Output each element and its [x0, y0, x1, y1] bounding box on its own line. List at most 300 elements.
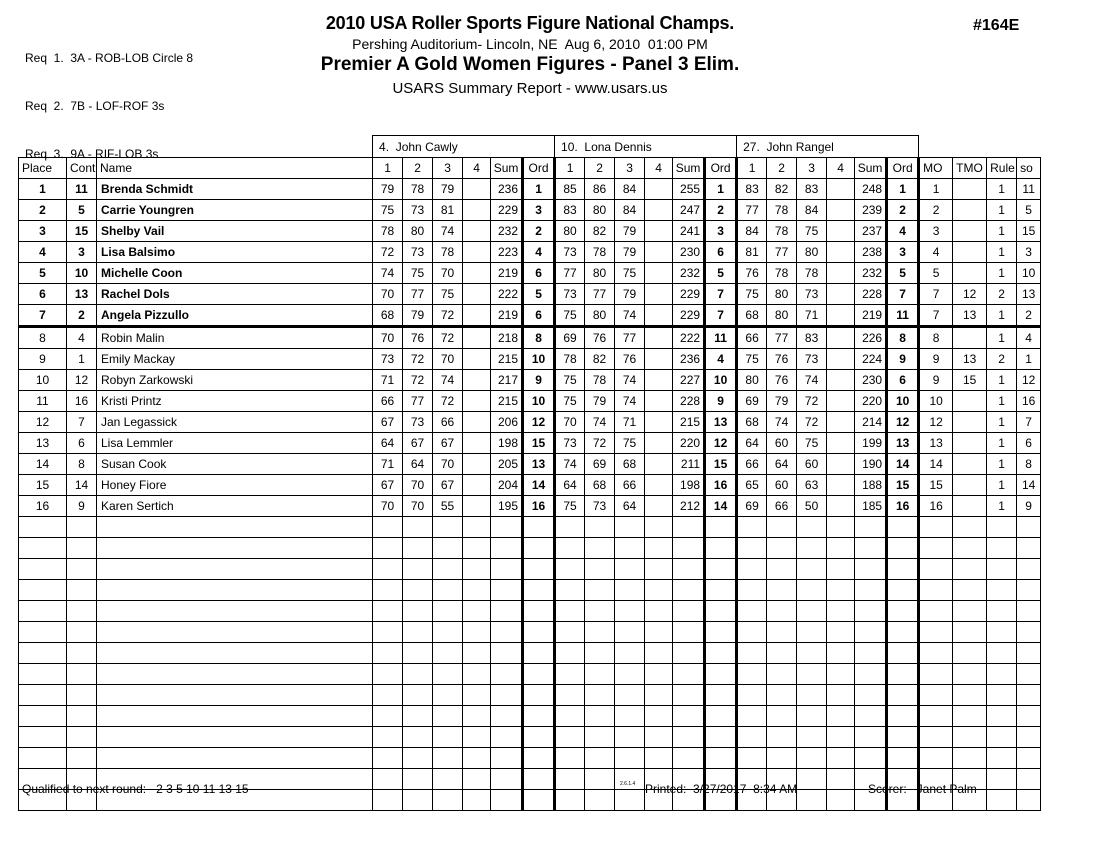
empty-cell [737, 601, 767, 622]
mo-cell: 10 [919, 391, 953, 412]
skater-name-cell: Lisa Lemmler [97, 433, 373, 454]
empty-cell [433, 601, 463, 622]
rule-cell: 1 [987, 412, 1017, 433]
empty-cell [827, 706, 855, 727]
sum-cell: 239 [855, 200, 887, 221]
score-cell [645, 263, 673, 284]
empty-cell [827, 559, 855, 580]
empty-cell [887, 706, 919, 727]
score-cell [827, 221, 855, 242]
score-cell [463, 179, 491, 200]
score-cell: 76 [737, 263, 767, 284]
empty-cell [953, 706, 987, 727]
empty-cell [855, 538, 887, 559]
place-cell: 12 [19, 412, 67, 433]
empty-cell [827, 664, 855, 685]
empty-cell [987, 769, 1017, 790]
sum-cell: 224 [855, 349, 887, 370]
ordinal-cell: 12 [705, 433, 737, 454]
empty-cell [97, 538, 373, 559]
ordinal-cell: 16 [705, 475, 737, 496]
empty-cell [491, 643, 523, 664]
empty-cell [491, 748, 523, 769]
sum-cell: 206 [491, 412, 523, 433]
empty-cell [705, 559, 737, 580]
score-cell: 75 [615, 433, 645, 454]
empty-cell [1017, 622, 1041, 643]
empty-cell [523, 517, 555, 538]
col-header-score: 4 [827, 158, 855, 179]
sum-cell: 223 [491, 242, 523, 263]
score-cell: 68 [737, 305, 767, 327]
empty-cell [827, 748, 855, 769]
mo-cell: 9 [919, 349, 953, 370]
tmo-cell [953, 263, 987, 284]
qualified-note: Qualified to next round: 2 3 5 10 11 13 15 [22, 782, 249, 796]
score-cell: 72 [433, 327, 463, 349]
empty-cell [767, 538, 797, 559]
empty-cell [645, 517, 673, 538]
ordinal-cell: 2 [523, 221, 555, 242]
empty-cell [987, 643, 1017, 664]
score-cell: 86 [585, 179, 615, 200]
empty-cell [19, 622, 67, 643]
ordinal-cell: 8 [887, 327, 919, 349]
score-cell: 72 [585, 433, 615, 454]
empty-cell [585, 622, 615, 643]
score-cell: 79 [433, 179, 463, 200]
ordinal-cell: 15 [705, 454, 737, 475]
so-cell: 8 [1017, 454, 1041, 475]
score-cell: 70 [433, 349, 463, 370]
empty-cell [1017, 601, 1041, 622]
score-cell: 66 [767, 496, 797, 517]
score-cell [645, 200, 673, 221]
venue-datetime: Pershing Auditorium- Lincoln, NE Aug 6, 2010 01:00 PM [352, 36, 708, 52]
score-cell: 80 [585, 200, 615, 221]
score-cell: 75 [797, 433, 827, 454]
empty-cell [555, 727, 585, 748]
empty-cell [737, 685, 767, 706]
empty-cell [987, 622, 1017, 643]
score-cell: 68 [585, 475, 615, 496]
so-cell: 7 [1017, 412, 1041, 433]
empty-cell [705, 517, 737, 538]
ordinal-cell: 6 [523, 263, 555, 284]
score-cell: 73 [555, 433, 585, 454]
empty-cell [827, 727, 855, 748]
empty-cell [67, 685, 97, 706]
empty-cell [373, 580, 403, 601]
ordinal-cell: 15 [887, 475, 919, 496]
ordinal-cell: 3 [887, 242, 919, 263]
rule-cell: 1 [987, 496, 1017, 517]
score-cell: 76 [615, 349, 645, 370]
score-cell: 74 [615, 370, 645, 391]
empty-cell [953, 643, 987, 664]
contestant-number-cell: 11 [67, 179, 97, 200]
empty-cell [433, 559, 463, 580]
sum-cell: 198 [673, 475, 705, 496]
skater-name-cell: Honey Fiore [97, 475, 373, 496]
score-cell: 70 [373, 496, 403, 517]
so-cell: 1 [1017, 349, 1041, 370]
score-cell: 74 [767, 412, 797, 433]
empty-cell [705, 622, 737, 643]
score-cell [645, 305, 673, 327]
sum-cell: 232 [673, 263, 705, 284]
skater-name-cell: Michelle Coon [97, 263, 373, 284]
result-row [19, 327, 1041, 349]
sum-cell: 230 [855, 370, 887, 391]
sum-cell: 232 [491, 221, 523, 242]
score-cell: 75 [555, 305, 585, 327]
ordinal-cell: 9 [523, 370, 555, 391]
result-row [19, 412, 1041, 433]
empty-cell [827, 580, 855, 601]
empty-cell [97, 685, 373, 706]
place-cell: 6 [19, 284, 67, 305]
ordinal-cell: 7 [887, 284, 919, 305]
sum-cell: 227 [673, 370, 705, 391]
place-cell: 10 [19, 370, 67, 391]
empty-cell [523, 790, 555, 811]
ordinal-cell: 7 [705, 284, 737, 305]
empty-cell [645, 580, 673, 601]
empty-cell [887, 538, 919, 559]
empty-cell [737, 643, 767, 664]
col-header-score: 1 [555, 158, 585, 179]
ordinal-cell: 5 [523, 284, 555, 305]
score-cell [827, 263, 855, 284]
result-row [19, 221, 1041, 242]
empty-cell [67, 748, 97, 769]
sum-cell: 230 [673, 242, 705, 263]
score-cell: 72 [433, 305, 463, 327]
empty-cell [1017, 790, 1041, 811]
judge-name-header: 4. John Cawly [373, 136, 555, 158]
sum-cell: 214 [855, 412, 887, 433]
score-cell: 74 [615, 305, 645, 327]
col-header-score: 2 [585, 158, 615, 179]
score-cell [463, 200, 491, 221]
skater-name-cell: Angela Pizzullo [97, 305, 373, 327]
empty-cell [373, 706, 403, 727]
score-cell: 69 [585, 454, 615, 475]
empty-row [19, 517, 1041, 538]
score-cell: 75 [555, 391, 585, 412]
sum-cell: 247 [673, 200, 705, 221]
score-cell: 78 [403, 179, 433, 200]
score-cell: 80 [767, 305, 797, 327]
score-cell [463, 433, 491, 454]
empty-cell [855, 601, 887, 622]
empty-cell [615, 727, 645, 748]
empty-cell [463, 706, 491, 727]
score-cell: 70 [403, 496, 433, 517]
score-cell: 70 [555, 412, 585, 433]
score-cell [827, 475, 855, 496]
empty-cell [855, 706, 887, 727]
tmo-cell [953, 221, 987, 242]
result-row [19, 263, 1041, 284]
skater-name-cell: Kristi Printz [97, 391, 373, 412]
empty-cell [19, 685, 67, 706]
score-cell: 74 [373, 263, 403, 284]
ordinal-cell: 15 [523, 433, 555, 454]
empty-cell [97, 664, 373, 685]
score-cell: 73 [403, 200, 433, 221]
score-cell: 79 [403, 305, 433, 327]
empty-cell [615, 538, 645, 559]
empty-row [19, 706, 1041, 727]
empty-cell [887, 622, 919, 643]
empty-cell [673, 706, 705, 727]
empty-cell [403, 748, 433, 769]
empty-cell [491, 517, 523, 538]
score-cell: 78 [797, 263, 827, 284]
skater-name-cell: Emily Mackay [97, 349, 373, 370]
result-row [19, 391, 1041, 412]
score-cell: 78 [767, 200, 797, 221]
empty-cell [1017, 517, 1041, 538]
empty-row [19, 559, 1041, 580]
empty-cell [463, 790, 491, 811]
tmo-cell: 13 [953, 305, 987, 327]
result-row [19, 433, 1041, 454]
result-row [19, 370, 1041, 391]
empty-cell [987, 517, 1017, 538]
empty-cell [797, 748, 827, 769]
results-table [18, 135, 1041, 811]
empty-cell [953, 622, 987, 643]
empty-cell [797, 517, 827, 538]
rule-cell: 1 [987, 370, 1017, 391]
score-cell: 70 [373, 327, 403, 349]
empty-cell [953, 685, 987, 706]
empty-cell [827, 538, 855, 559]
rule-cell: 1 [987, 242, 1017, 263]
empty-cell [433, 580, 463, 601]
empty-cell [673, 622, 705, 643]
score-cell: 82 [585, 349, 615, 370]
tmo-cell: 15 [953, 370, 987, 391]
empty-cell [919, 622, 953, 643]
skater-name-cell: Rachel Dols [97, 284, 373, 305]
score-cell: 78 [433, 242, 463, 263]
empty-cell [615, 790, 645, 811]
sum-cell: 222 [491, 284, 523, 305]
ordinal-cell: 10 [887, 391, 919, 412]
empty-cell [797, 559, 827, 580]
empty-cell [373, 727, 403, 748]
score-cell: 80 [797, 242, 827, 263]
empty-cell [827, 769, 855, 790]
empty-cell [523, 706, 555, 727]
score-cell [645, 179, 673, 200]
empty-cell [403, 727, 433, 748]
score-cell [827, 391, 855, 412]
score-cell: 67 [403, 433, 433, 454]
ordinal-cell: 16 [887, 496, 919, 517]
sum-cell: 238 [855, 242, 887, 263]
empty-cell [887, 664, 919, 685]
place-cell: 8 [19, 327, 67, 349]
score-cell [827, 454, 855, 475]
score-cell: 72 [433, 391, 463, 412]
score-cell: 79 [615, 284, 645, 305]
empty-row [19, 643, 1041, 664]
sum-cell: 215 [673, 412, 705, 433]
score-cell [645, 284, 673, 305]
empty-cell [463, 664, 491, 685]
empty-cell [797, 538, 827, 559]
empty-cell [673, 748, 705, 769]
col-header-score: 2 [767, 158, 797, 179]
score-cell [463, 284, 491, 305]
score-cell: 80 [585, 305, 615, 327]
score-cell: 55 [433, 496, 463, 517]
empty-cell [491, 706, 523, 727]
score-cell: 66 [433, 412, 463, 433]
empty-cell [673, 727, 705, 748]
empty-cell [797, 580, 827, 601]
empty-cell [19, 748, 67, 769]
ordinal-cell: 12 [523, 412, 555, 433]
col-header-ord: Ord [705, 158, 737, 179]
score-cell: 77 [403, 284, 433, 305]
empty-cell [433, 538, 463, 559]
contestant-number-cell: 14 [67, 475, 97, 496]
skater-name-cell: Jan Legassick [97, 412, 373, 433]
score-cell: 74 [555, 454, 585, 475]
score-cell: 75 [737, 349, 767, 370]
ordinal-cell: 10 [523, 349, 555, 370]
empty-cell [585, 664, 615, 685]
score-cell: 50 [797, 496, 827, 517]
sum-cell: 229 [673, 284, 705, 305]
ordinal-cell: 2 [887, 200, 919, 221]
so-cell: 2 [1017, 305, 1041, 327]
score-cell: 69 [555, 327, 585, 349]
empty-cell [855, 727, 887, 748]
contestant-number-cell: 9 [67, 496, 97, 517]
ordinal-cell: 4 [887, 221, 919, 242]
empty-cell [555, 538, 585, 559]
ordinal-cell: 4 [523, 242, 555, 263]
mo-cell: 15 [919, 475, 953, 496]
empty-cell [887, 517, 919, 538]
empty-cell [491, 538, 523, 559]
col-header-sum: Sum [673, 158, 705, 179]
empty-cell [463, 685, 491, 706]
score-cell: 72 [797, 412, 827, 433]
empty-cell [673, 601, 705, 622]
score-cell: 75 [373, 200, 403, 221]
place-cell: 5 [19, 263, 67, 284]
sum-cell: 185 [855, 496, 887, 517]
empty-cell [19, 643, 67, 664]
tmo-cell: 13 [953, 349, 987, 370]
score-cell: 77 [403, 391, 433, 412]
empty-cell [1017, 706, 1041, 727]
score-cell: 78 [585, 370, 615, 391]
empty-cell [373, 559, 403, 580]
empty-cell [887, 580, 919, 601]
empty-cell [523, 622, 555, 643]
score-cell [645, 475, 673, 496]
empty-cell [523, 559, 555, 580]
rule-cell: 1 [987, 305, 1017, 327]
empty-cell [19, 727, 67, 748]
empty-cell [737, 538, 767, 559]
empty-cell [523, 580, 555, 601]
empty-cell [555, 706, 585, 727]
score-cell: 66 [737, 327, 767, 349]
empty-cell [1017, 769, 1041, 790]
place-cell: 9 [19, 349, 67, 370]
ordinal-cell: 4 [705, 349, 737, 370]
empty-cell [737, 748, 767, 769]
empty-cell [919, 685, 953, 706]
score-cell: 73 [797, 284, 827, 305]
requirement-line: Req 2. 7B - LOF-ROF 3s [25, 99, 165, 113]
empty-cell [433, 517, 463, 538]
contestant-number-cell: 8 [67, 454, 97, 475]
score-cell: 83 [797, 327, 827, 349]
score-cell [463, 475, 491, 496]
empty-cell [19, 580, 67, 601]
col-header-score: 4 [463, 158, 491, 179]
score-cell: 75 [797, 221, 827, 242]
so-cell: 16 [1017, 391, 1041, 412]
score-cell: 64 [737, 433, 767, 454]
empty-cell [463, 769, 491, 790]
score-cell [827, 327, 855, 349]
so-cell: 3 [1017, 242, 1041, 263]
scorer-name: Scorer: Janet Palm [868, 782, 977, 796]
score-cell [463, 496, 491, 517]
score-cell [463, 370, 491, 391]
event-number: #164E [973, 17, 1020, 34]
sum-cell: 220 [673, 433, 705, 454]
ordinal-cell: 9 [705, 391, 737, 412]
empty-cell [919, 727, 953, 748]
place-cell: 1 [19, 179, 67, 200]
empty-cell [1017, 748, 1041, 769]
empty-cell [645, 748, 673, 769]
empty-cell [555, 685, 585, 706]
contestant-number-cell: 3 [67, 242, 97, 263]
empty-cell [673, 685, 705, 706]
empty-cell [555, 664, 585, 685]
empty-cell [987, 706, 1017, 727]
score-cell: 78 [767, 263, 797, 284]
score-cell [827, 370, 855, 391]
empty-cell [797, 643, 827, 664]
ordinal-cell: 16 [523, 496, 555, 517]
empty-cell [705, 727, 737, 748]
rule-cell: 1 [987, 475, 1017, 496]
empty-cell [887, 601, 919, 622]
rule-cell: 1 [987, 221, 1017, 242]
empty-cell [67, 727, 97, 748]
empty-cell [463, 601, 491, 622]
ordinal-cell: 6 [887, 370, 919, 391]
ordinal-cell: 7 [705, 305, 737, 327]
so-cell: 11 [1017, 179, 1041, 200]
so-cell: 13 [1017, 284, 1041, 305]
